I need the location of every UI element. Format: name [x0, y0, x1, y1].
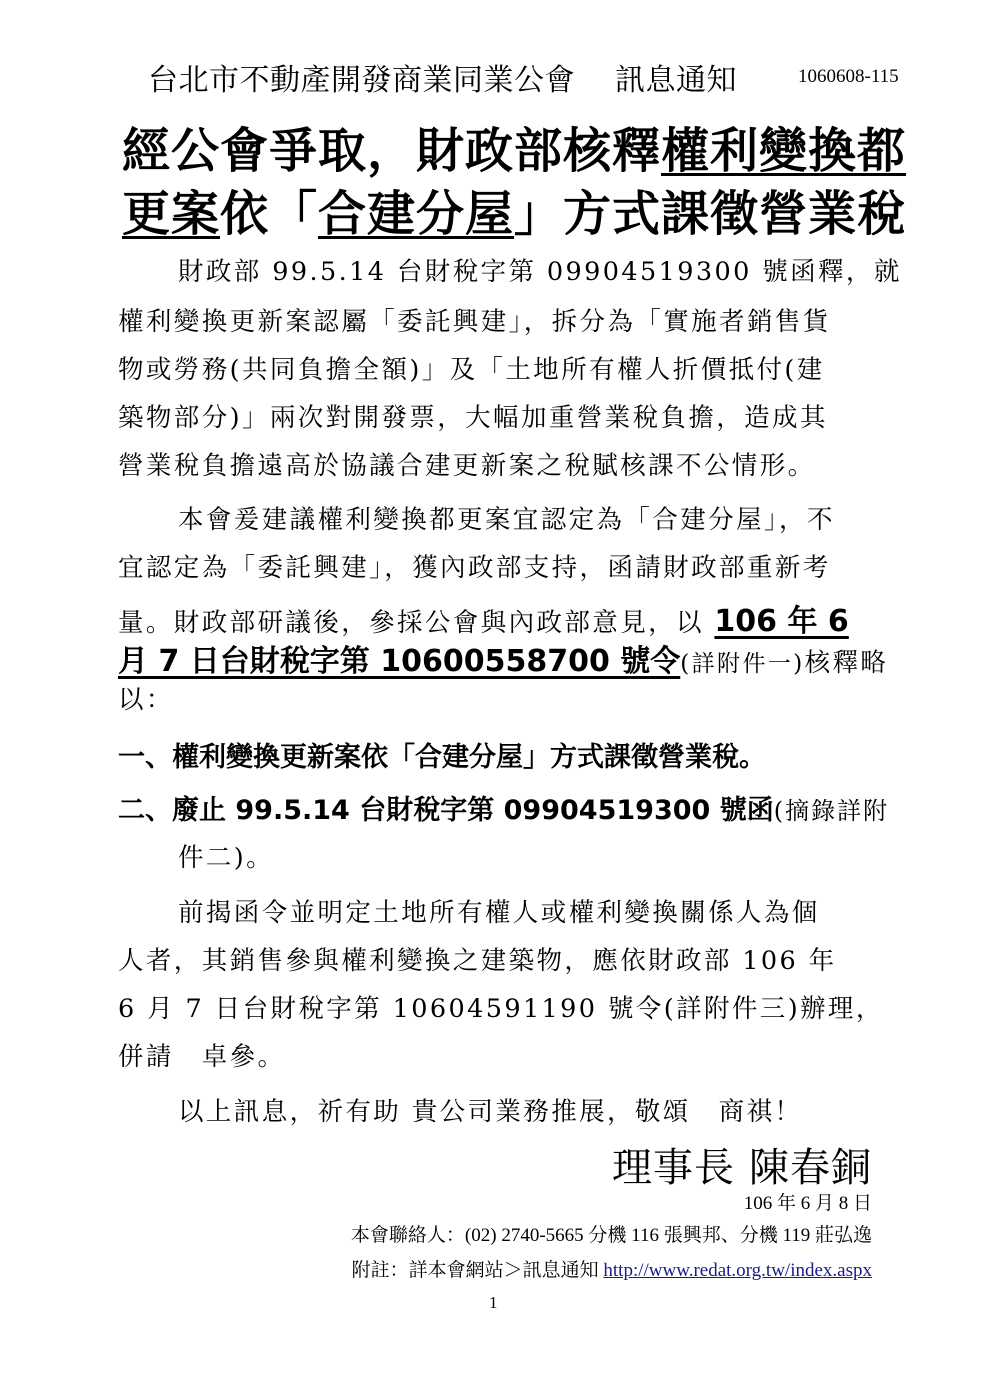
issue-date: 106 年 6 月 8 日	[743, 1193, 872, 1214]
para2-line: 本會爰建議權利變換都更案宜認定為「合建分屋」，不	[178, 505, 835, 535]
decree-reference: 月 7 日台財稅字第 10600558700 號令	[118, 644, 681, 679]
para2-text: 量。財政部研議後，參採公會與內政部意見，以	[118, 608, 715, 638]
para2-line	[118, 636, 888, 680]
para2-text: 核釋略	[804, 648, 889, 678]
title-emphasis: 權利變換都	[661, 123, 907, 179]
ruling-item-2-cont: 件二)。	[178, 843, 275, 873]
para3-line: 6 月 7 日台財稅字第 10604591190 號令(詳附件三)辦理，	[118, 994, 884, 1024]
para1-line: 財政部 99.5.14 台財稅字第 09904519300 號函釋，就	[178, 257, 902, 287]
para2-line	[118, 596, 849, 640]
closing: 以上訊息，祈有助 貴公司業務推展，敬頌 商祺！	[178, 1097, 803, 1127]
ruling-text: 二、廢止 99.5.14 台財稅字第 09904519300 號函	[118, 795, 774, 826]
para3-line: 前揭函令並明定土地所有權人或權利變換關係人為個	[178, 898, 820, 928]
document-number: 1060608-115	[798, 66, 899, 87]
title-part: 經公會爭取，財政部核釋	[122, 123, 662, 179]
attachment-note: (摘錄詳附	[773, 797, 890, 825]
para1-line: 築物部分)」兩次對開發票，大幅加重營業稅負擔，造成其	[118, 403, 828, 433]
title-emphasis: 更案	[122, 186, 221, 242]
attachment-note: (詳附件一)	[680, 651, 805, 677]
title-part: 」方式課徵營業稅	[514, 186, 907, 242]
para2-line: 以：	[118, 685, 174, 715]
signature	[612, 1136, 872, 1193]
ruling-item-2	[118, 788, 889, 827]
footnote	[352, 1255, 872, 1282]
para1-line: 權利變換更新案認屬「委託興建」，拆分為「實施者銷售貨	[118, 307, 831, 337]
footnote-label: 附註：詳本會網站＞訊息通知	[351, 1260, 604, 1281]
page-number: 1	[489, 1293, 498, 1312]
para2-line: 宜認定為「委託興建」，獲內政部支持，函請財政部重新考	[118, 553, 831, 583]
signatory-name: 陳春銅	[749, 1145, 872, 1191]
decree-reference: 106 年 6	[714, 604, 849, 639]
website-link[interactable]: http://www.redat.org.tw/index.aspx	[603, 1260, 872, 1281]
ruling-item-1: 一、權利變換更新案依「合建分屋」方式課徵營業稅。	[118, 742, 766, 773]
title-line-2	[122, 175, 906, 244]
para3-line: 併請 卓參。	[118, 1042, 286, 1072]
para1-line: 營業稅負擔遠高於協議合建更新案之稅賦核課不公情形。	[118, 451, 816, 481]
para3-line: 人者，其銷售參與權利變換之建築物，應依財政部 106 年	[118, 946, 837, 976]
title-part: 依「	[220, 186, 319, 242]
para1-line: 物或勞務(共同負擔全額)」及「土地所有權人折價抵付(建	[118, 355, 825, 385]
notice-kind: 訊息通知	[615, 63, 737, 98]
signatory-title: 理事長	[612, 1145, 735, 1191]
title-emphasis: 合建分屋	[318, 186, 515, 242]
org-name: 台北市不動產開發商業同業公會	[148, 63, 575, 98]
letterhead	[148, 55, 737, 99]
contact-info: 本會聯絡人：(02) 2740-5665 分機 116 張興邦、分機 119 莊弘逸	[350, 1225, 872, 1246]
title-line-1	[122, 112, 906, 181]
